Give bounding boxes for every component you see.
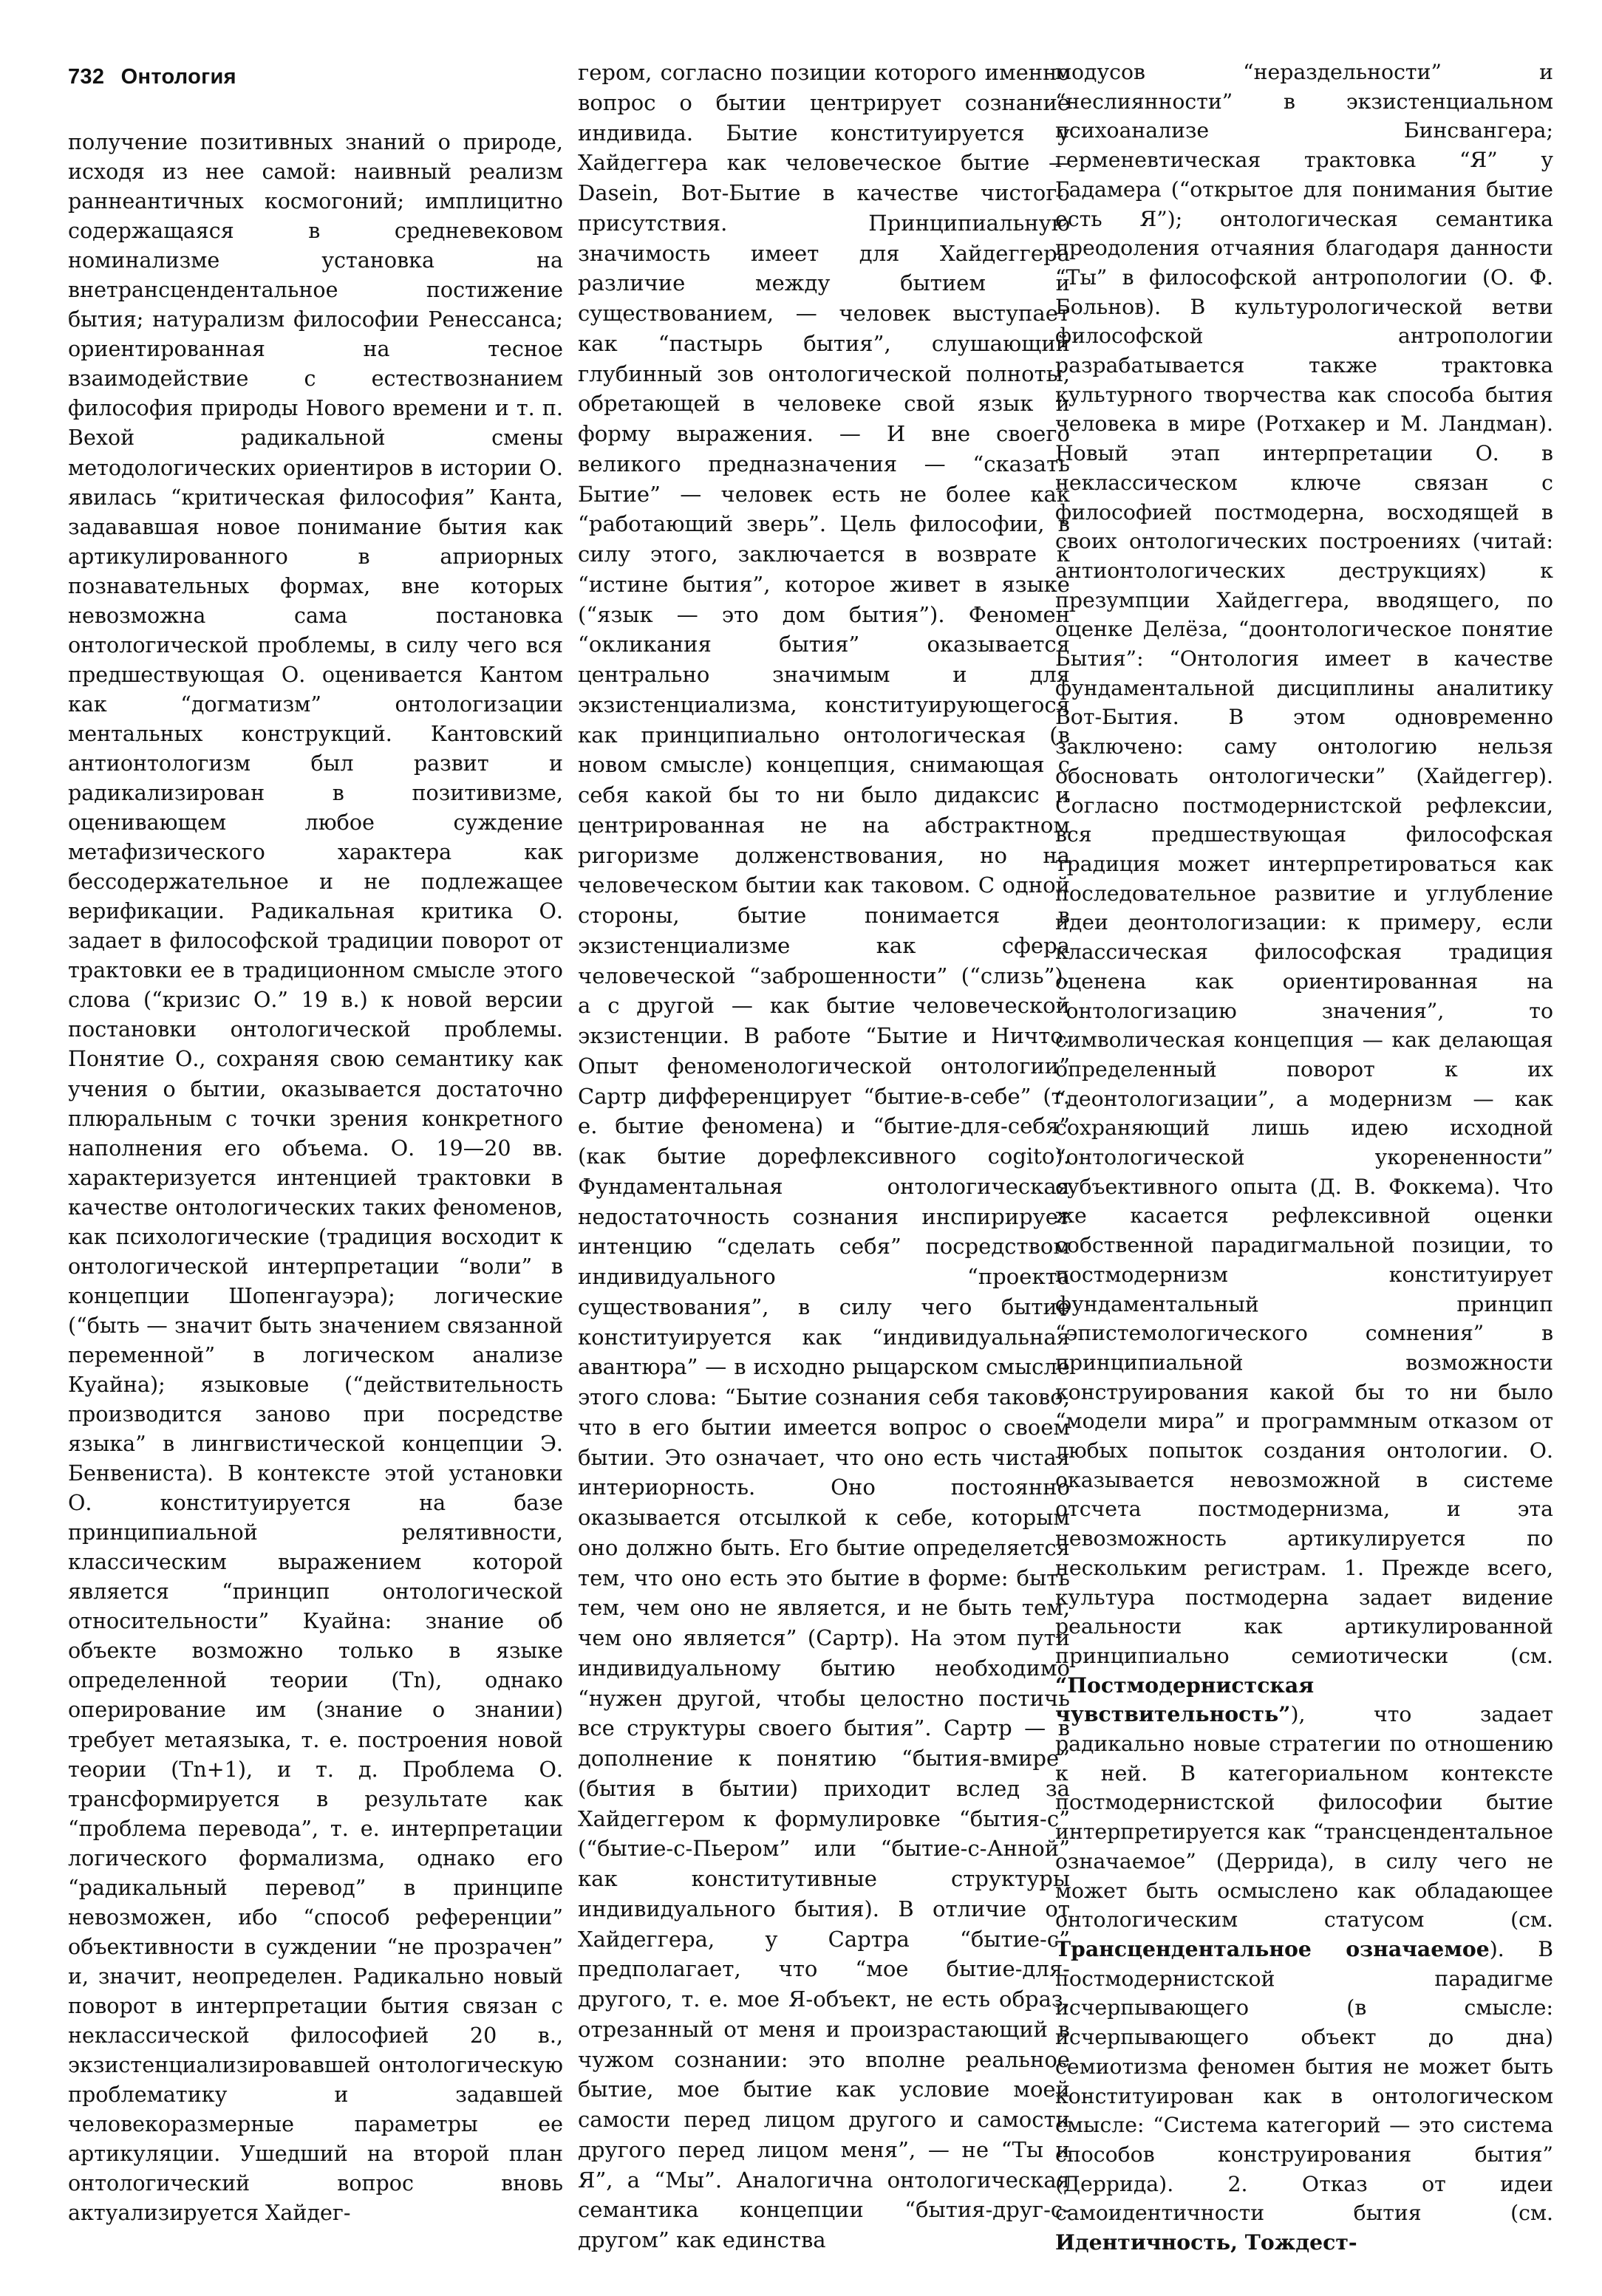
section-title: Онтология (120, 65, 236, 89)
running-head (68, 65, 236, 89)
column-3-text-c: ). В постмодернистской парадигме исчерпывающего (в смысле: исчерпывающего объект до дна) семиотизма феномен бытия не может быть конституирован как в онтологическом смысле: “Система категорий — это система способов конструирования бытия” (Деррида). 2. Отказ от идеи самоидентичности бытия (см. (1055, 1937, 1553, 2226)
column-2-text: гером, согласно позиции которого именно вопрос о бытии центрирует сознание индивида. Бытие конституируется у Хайдеггера как человеческое бытие — Dasein, Вот-Бытие в качестве чистого присутствия. Принципиальную значимость имеет для Хайдеггера различие между бытием и существованием, — человек выступает как “пастырь бытия”, слушающий глубинный зов онтологической полноты, обретающей в человеке свой язык и форму выражения. — И вне своего великого предназначения — “сказать Бытие” — человек есть не более как “работающий зверь”. Цель философии, в силу этого, заключается в возврате к “истине бытия”, которое живет в языке (“язык — это дом бытия”). Феномен “окликания бытия” оказывается центрально значимым и для экзистенциализма, конституирующегося как принципиально онтологическая (в новом смысле) концепция, снимающая с себя какой бы то ни было дидаксис и центрированная не на абстрактном ригоризме долженствования, но на человеческом бытии как таковом. С одной стороны, бытие понимается в экзистенциализме как сфера человеческой “заброшенности” (“слизь”), а с другой — как бытие человеческой экзистенции. В работе “Бытие и Ничто. Опыт феноменологической онтологии” Сартр дифференцирует “бытие-в-себе” (т. е. бытие феномена) и “бытие-для-себя” (как бытие дорефлексивного cogito). Фундаментальная онтологическая недостаточность сознания инспирирует интенцию “сделать себя” посредством индивидуального “проекта существования”, в силу чего бытие конституируется как “индивидуальная авантюра” — в исходно рыцарском смысле этого слова: “Бытие сознания себя таково, что в его бытии имеется вопрос о своем бытии. Это означает, что оно есть чистая интериорность. Оно постоянно оказывается отсылкой к себе, которым оно должно быть. Его бытие определяется тем, что оно есть это бытие в форме: быть тем, чем оно не является, и не быть тем, чем оно является” (Сартр). На этом пути индивидуальному бытию необходимо “нужен другой, чтобы целостно постичь все структуры своего бытия”. Сартр — в дополнение к понятию “бытия-вмире” (бытия в бытии) приходит вслед за Хайдеггером к формулировке “бытия-с” (“бытие-с-Пьером” или “бытие-с-Анной” как конститутивные структуры индивидуального бытия). В отличие от Хайдеггера, у Сартра “бытие-с” предполагает, что “мое бытие-для-другого, т. е. мое Я-объект, не есть образ, отрезанный от меня и произрастающий в чужом сознании: это вполне реальное бытие, мое бытие как условие моей самости перед лицом другого и самости другого перед лицом меня”, — не “Ты и Я”, а “Мы”. Аналогична онтологическая семантика концепции “бытия-друг-с-другом” как единства (578, 60, 1070, 2252)
column-1-text: получение позитивных знаний о природе, исходя из нее самой: наивный реализм раннеантичных космогоний; имплицитно содержащаяся в средневековом номинализме установка на внетрансцендентальное постижение бытия; натурализм философии Ренессанса; ориентированная на тесное взаимодействие с естествознанием философия природы Нового времени и т. п. Вехой радикальной смены методологических ориентиров в истории О. явилась “критическая философия” Канта, задававшая новое понимание бытия как артикулированного в априорных познавательных формах, вне которых невозможна сама постановка онтологической проблемы, в силу чего вся предшествующая О. оценивается Кантом как “догматизм” онтологизации ментальных конструкций. Кантовский антионтологизм был развит и радикализирован в позитивизме, оценивающем любое суждение метафизического характера как бессодержательное и не подлежащее верификации. Радикальная критика О. задает в философской традиции поворот от трактовки ее в традиционном смысле этого слова (“кризис О.” 19 в.) к новой версии постановки онтологической проблемы. Понятие О., сохраняя свою семантику как учения о бытии, оказывается достаточно плюральным с точки зрения конкретного наполнения его объема. О. 19—20 вв. характеризуется интенцией трактовки в качестве онтологических таких феноменов, как психологические (традиция восходит к онтологической интерпретации “воли” в концепции Шопенгауэра); логические (“быть — значит быть значением связанной переменной” в логическом анализе Куайна); языковые (“действительность производится заново при посредстве языка” в лингвистической концепции Э. Бенвениста). В контексте этой установки О. конституируется на базе принципиальной релятивности, классическим выражением которой является “принцип онтологической относительности” Куайна: знание об объекте возможно только в языке определенной теории (Тn), однако оперирование им (знание о знании) требует метаязыка, т. е. построения новой теории (Тn+1), и т. д. Проблема О. трансформируется в результате как “проблема перевода”, т. е. интерпретации логического формализма, однако его “радикальный перевод” в принципе невозможен, ибо “способ референции” объективности в суждении “не прозрачен” и, значит, неопределен. Радикально новый поворот в интерпретации бытия связан с неклассической философией 20 в., экзистенциализировавшей онтологическую проблематику и задавшей человекоразмерные параметры ее артикуляции. Ушедший на второй план онтологический вопрос вновь актуализируется Хайдег- (68, 129, 563, 2226)
cross-reference-postmodern-sensitivity: “Постмодернистская чувствительность” (1055, 1672, 1315, 1727)
column-3-text-a: модусов “нераздельности” и “неслиянности” в экзистенциальном психоанализе Бинсвангера; герменевтическая трактовка “Я” у Гадамера (“открытое для понимания бытие есть Я”); онтологическая семантика преодоления отчаяния благодаря данности “Ты” в философской антропологии (О. Ф. Больнов). В культурологической ветви философской антропологии разрабатывается также трактовка культурного творчества как способа бытия человека в мире (Ротхакер и М. Ландман). Новый этап интерпретации О. в неклассическом ключе связан с философией постмодерна, восходящей в своих онтологических построениях (читай: антионтологических деструкциях) к презумпции Хайдеггера, вводящего, по оценке Делёза, “доонтологическое понятие Бытия”: “Онтология имеет в качестве фундаментальной дисциплины аналитику Вот-Бытия. В этом одновременно заключено: саму онтологию нельзя обосновать онтологически” (Хайдеггер). Согласно постмодернистской рефлексии, вся предшествующая философская традиция может интерпретироваться как последовательное развитие и углубление идеи деонтологизации: к примеру, если классическая философская традиция оценена как ориентированная на “онтологизацию значения”, то символическая концепция — как делающая определенный поворот к их “деонтологизации”, а модернизм — как сохраняющий лишь идею исходной “онтологической укорененности” субъективного опыта (Д. В. Фоккема). Что же касается рефлексивной оценки собственной парадигмальной позиции, то постмодернизм конституирует фундаментальный принцип “эпистемологического сомнения” в принципиальной возможности конструирования какой бы то ни было “модели мира” и программным отказом от любых попыток создания онтологии. О. оказывается невозможной в системе отсчета постмодернизма, и эта невозможность артикулируется по нескольким регистрам. 1. Прежде всего, культура постмодерна задает видение реальности как артикулированной принципиально семиотически (см. (1055, 60, 1553, 1668)
cross-reference-identity: Идентичность, Тождест- (1055, 2230, 1357, 2255)
cross-reference-transcendental-signified: Трансцендентальное означаемое (1055, 1936, 1490, 1961)
column-3-text-b: ), что задает радикально новые стратегии по отношению к ней. В категориальном контексте постмодернистской философии бытие интерпретируется как “трансцендентальное означаемое” (Деррида), в силу чего не может быть осмыслено как обладающее онтологическим статусом (см. (1055, 1702, 1553, 1933)
text-column-2 (578, 58, 1070, 2255)
text-column-3 (1055, 58, 1553, 2258)
page-number: 732 (68, 65, 105, 89)
text-column-1 (68, 127, 563, 2227)
